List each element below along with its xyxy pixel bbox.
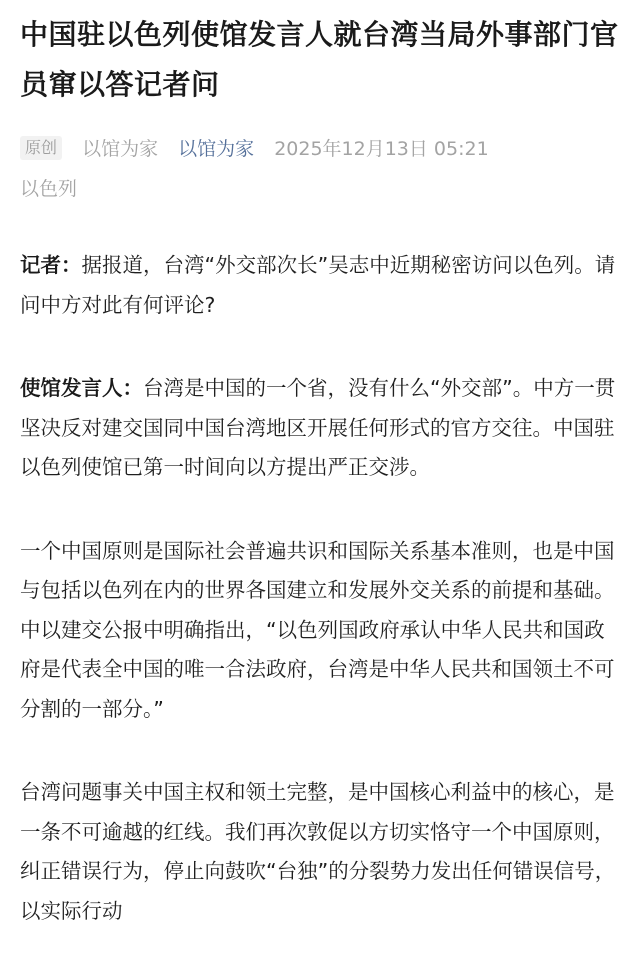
speaker-label: 使馆发言人：	[20, 376, 143, 400]
speaker-label: 记者：	[20, 253, 82, 277]
paragraph-text: 台湾是中国的一个省，没有什么“外交部”。中方一贯坚决反对建交国同中国台湾地区开展任何形式的官方交往。中国驻以色列使馆已第一时间向以方提出严正交涉。	[20, 376, 616, 479]
paragraph-text: 台湾问题事关中国主权和领土完整，是中国核心利益中的核心，是一条不可逾越的红线。我们再次敦促以方切实恪守一个中国原则，纠正错误行为，停止向鼓吹“台独”的分裂势力发出任何错误信号，以实际行动	[20, 780, 616, 923]
author-link[interactable]: 以馆为家	[178, 138, 255, 160]
source-name: 以馆为家	[82, 138, 159, 160]
article-meta	[20, 126, 622, 212]
paragraph-text: 一个中国原则是国际社会普遍共识和国际关系基本准则，也是中国与包括以色列在内的世界各国建立和发展外交关系的前提和基础。中以建交公报中明确指出，“以色列国政府承认中华人民共和国政府是代表全中国的唯一合法政府，台湾是中华人民共和国领土不可分割的一部分。”	[20, 538, 615, 721]
original-badge: 原创	[20, 136, 62, 160]
publish-datetime: 2025年12月13日 05:21	[274, 138, 489, 160]
paragraph-core-interest	[20, 773, 622, 931]
article-title: 中国驻以色列使馆发言人就台湾当局外事部门官员窜以答记者问	[20, 18, 619, 101]
paragraph-spokesperson-answer	[20, 369, 622, 488]
paragraph-reporter-question	[20, 246, 622, 325]
article-body	[20, 246, 622, 931]
location-label: 以色列	[20, 178, 78, 200]
paragraph-one-china-principle	[20, 532, 622, 730]
paragraph-text: 据报道，台湾“外交部次长”吴志中近期秘密访问以色列。请问中方对此有何评论?	[20, 253, 616, 317]
